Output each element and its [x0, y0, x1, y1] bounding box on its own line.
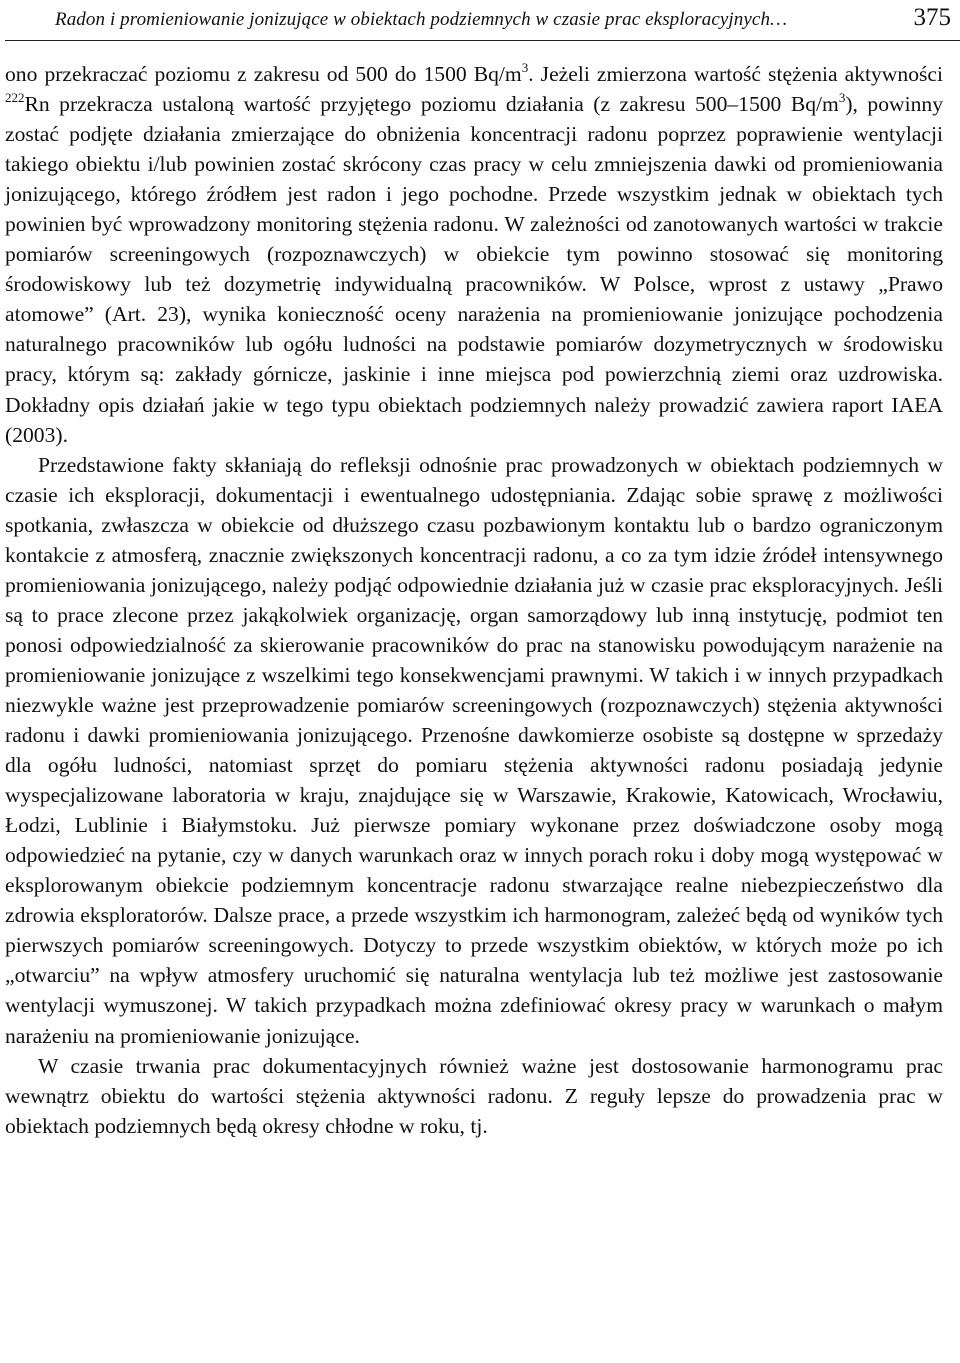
paragraph-2: Przedstawione fakty skłaniają do refleksji odnośnie prac prowadzonych w obiektach podziemnych w czasie ich eksploracji, dokumentacji i ewentualnego udostępniania. Zdając sobie sprawę z możliwości spotkania, zwłaszcza w obiekcie od dłuższego czasu pozbawionym kontaktu lub o bardzo ograniczonym kontakcie z atmosferą, znacznie zwiększonych koncentracji radonu, a co za tym idzie źródeł intensywnego promieniowania jonizującego, należy podjąć odpowiednie działania już w czasie prac eksploracyjnych. Jeśli są to prace zlecone przez jakąkolwiek organizację, organ samorządowy lub inną instytucję, podmiot ten ponosi odpowiedzialność za skierowanie pracowników do prac na stanowisku powodującym narażenie na promieniowanie jonizujące z wszelkimi tego konsekwencjami prawnymi. W takich i w innych przypadkach niezwykle ważne jest przeprowadzenie pomiarów screeningowych (rozpoznawczych) stężenia aktywności radonu i dawki promieniowania jonizującego. Przenośne dawkomierze osobiste są dostępne w sprzedaży dla ogółu ludności, natomiast sprzęt do pomiaru stężenia aktywności radonu posiadają jedynie wyspecjalizowane laboratoria w kraju, znajdujące się w Warszawie, Krakowie, Katowicach, Wrocławiu, Łodzi, Lublinie i Białymstoku. Już pierwsze pomiary wykonane przez doświadczone osoby mogą odpowiedzieć na pytanie, czy w danych warunkach oraz w innych porach roku i doby mogą występować w eksplorowanym obiekcie podziemnym koncentracje radonu stwarzające realne niebezpieczeństwo dla zdrowia eksploratorów. Dalsze prace, a przede wszystkim ich harmonogram, zależeć będą od wyników tych pierwszych pomiarów screeningowych. Dotyczy to przede wszystkim obiektów, w których może po ich „otwarciu” na wpływ atmosfery uruchomić się naturalna wentylacja lub też możliwe jest zastosowanie wentylacji wymuszonej. W takich przypadkach można zdefiniować okresy pracy w warunkach o małym narażeniu na promieniowanie jonizujące. — [5, 452, 943, 1048]
document-page — [5, 0, 951, 1141]
header-rule — [5, 40, 960, 41]
body-text — [5, 59, 943, 1141]
paragraph-1-part-c: Rn przekracza ustaloną wartość przyjętego poziomu działania (z zakresu 500–1500 Bq/m — [24, 92, 839, 117]
superscript-cubic: 3 — [838, 90, 846, 106]
paragraph-1-part-a: ono przekraczać poziomu z zakresu od 500 do 1500 Bq/m — [5, 62, 522, 86]
paragraph-1-part-d: ), powinny zostać podjęte działania zmierzające do obniżenia koncentracji radonu poprzez poprawienie wentylacji takiego obiektu i/lub powinien zostać skrócony czas pracy w celu zmniejszenia dawki od promieniowania jonizującego, którego źródłem jest radon i jego pochodne. Przede wszystkim jednak w obiektach tych powinien być wprowadzony monitoring stężenia radonu. W zależności od zanotowanych wartości w trakcie pomiarów screeningowych (rozpoznawczych) w obiekcie tym powinno stosować się monitoring środowiskowy lub też dozymetrię indywidualną pracowników. W Polsce, wprost z ustawy „Prawo atomowe” (Art. 23), wynika konieczność oceny narażenia na promieniowanie jonizujące pochodzenia naturalnego pracowników lub ogółu ludności na podstawie pomiarów dozymetrycznych w środowisku pracy, którym są: zakłady górnicze, jaskinie i inne miejsca pod powierzchnią ziemi oraz uzdrowiska. Dokładny opis działań jakie w tego typu obiektach podziemnych należy prowadzić zawiera raport IAEA (2003). — [5, 92, 943, 447]
paragraph-3: W czasie trwania prac dokumentacyjnych również ważne jest dostosowanie harmonogramu prac wewnątrz obiektu do wartości stężenia aktywności radonu. Z reguły lepsze do prowadzenia prac w obiektach podziemnych będą okresy chłodne w roku, tj. — [5, 1053, 943, 1138]
running-header — [5, 0, 951, 38]
superscript-isotope-mass: 222 — [5, 90, 25, 106]
superscript-cubic: 3 — [521, 60, 529, 75]
paragraph-1 — [5, 59, 943, 450]
running-header-title: Radon i promieniowanie jonizujące w obiektach podziemnych w czasie prac eksploracyjnych… — [55, 9, 788, 30]
page-number: 375 — [913, 4, 951, 31]
paragraph-1-part-b: . Jeżeli zmierzona wartość stężenia aktywności — [528, 62, 943, 86]
